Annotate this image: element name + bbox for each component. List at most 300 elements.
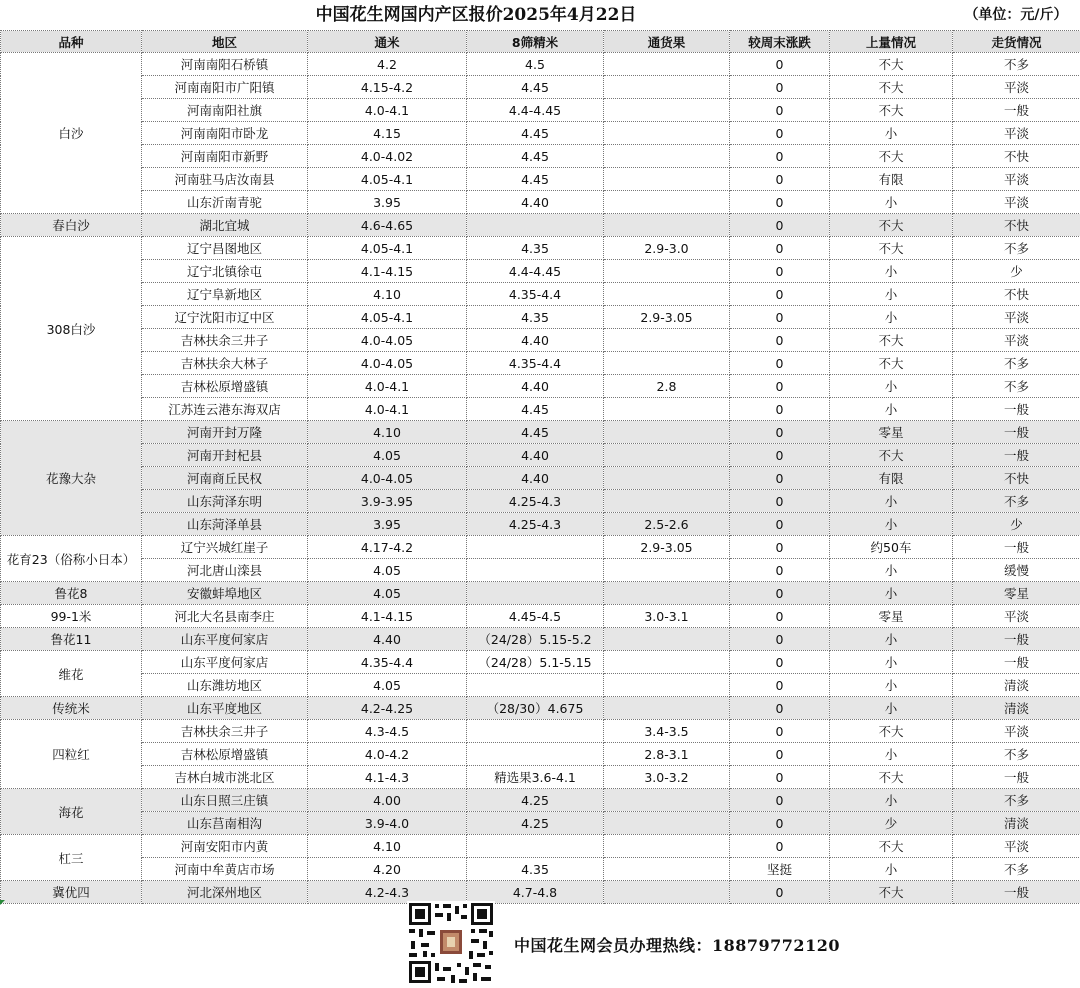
cell-supply: 小 (830, 283, 953, 306)
table-row (1, 720, 1080, 743)
cell-tongmi: 4.3-4.5 (308, 720, 467, 743)
cell-sales: 平淡 (953, 835, 1080, 858)
cell-jingmi: 4.45 (467, 122, 604, 145)
cell-supply: 小 (830, 398, 953, 421)
cell-jingmi (467, 536, 604, 559)
cell-change: 0 (730, 605, 830, 628)
cell-change: 0 (730, 168, 830, 191)
cell-region: 辽宁阜新地区 (142, 283, 308, 306)
header-jingmi: 8筛精米 (467, 31, 604, 53)
cell-sales: 一般 (953, 421, 1080, 444)
cell-tongguo (604, 697, 730, 720)
cell-jingmi (467, 835, 604, 858)
cell-jingmi: 4.45 (467, 76, 604, 99)
cell-jingmi (467, 674, 604, 697)
cell-variety: 鲁花11 (1, 628, 142, 651)
cell-tongmi: 4.17-4.2 (308, 536, 467, 559)
cell-sales: 零星 (953, 582, 1080, 605)
header-tongmi: 通米 (308, 31, 467, 53)
cell-region: 河南中牟黄店市场 (142, 858, 308, 881)
cell-supply: 小 (830, 306, 953, 329)
cell-variety: 传统米 (1, 697, 142, 720)
table-row (1, 329, 1080, 352)
cell-region: 安徽蚌埠地区 (142, 582, 308, 605)
title-bar (0, 0, 1080, 30)
cell-jingmi: 4.45 (467, 145, 604, 168)
cell-jingmi: 4.35-4.4 (467, 352, 604, 375)
cell-supply: 约50车 (830, 536, 953, 559)
cell-tongmi: 4.1-4.15 (308, 260, 467, 283)
table-body (1, 53, 1080, 904)
cell-sales: 不快 (953, 467, 1080, 490)
table-row (1, 283, 1080, 306)
table-row (1, 421, 1080, 444)
cell-change: 0 (730, 881, 830, 904)
cell-sales: 一般 (953, 651, 1080, 674)
cell-supply: 小 (830, 789, 953, 812)
cell-tongguo (604, 214, 730, 237)
cell-region: 山东菏泽单县 (142, 513, 308, 536)
cell-supply: 零星 (830, 605, 953, 628)
corner-marker (0, 900, 5, 905)
cell-tongguo (604, 352, 730, 375)
cell-sales: 平淡 (953, 605, 1080, 628)
cell-region: 河南南阳市新野 (142, 145, 308, 168)
cell-supply: 小 (830, 375, 953, 398)
cell-jingmi: （24/28）5.1-5.15 (467, 651, 604, 674)
table-row (1, 398, 1080, 421)
cell-jingmi: 4.35 (467, 237, 604, 260)
cell-region: 辽宁昌图地区 (142, 237, 308, 260)
cell-jingmi: 4.25 (467, 789, 604, 812)
cell-tongmi: 4.40 (308, 628, 467, 651)
cell-tongmi: 4.35-4.4 (308, 651, 467, 674)
cell-sales: 一般 (953, 398, 1080, 421)
cell-supply: 少 (830, 812, 953, 835)
cell-sales: 不快 (953, 214, 1080, 237)
cell-tongmi: 4.0-4.05 (308, 352, 467, 375)
cell-tongguo (604, 628, 730, 651)
cell-supply: 不大 (830, 99, 953, 122)
cell-jingmi: 4.40 (467, 444, 604, 467)
cell-region: 山东日照三庄镇 (142, 789, 308, 812)
table-row (1, 306, 1080, 329)
cell-supply: 小 (830, 628, 953, 651)
cell-change: 0 (730, 145, 830, 168)
cell-change: 0 (730, 697, 830, 720)
cell-tongguo (604, 99, 730, 122)
table-row (1, 697, 1080, 720)
cell-supply: 不大 (830, 76, 953, 99)
header-change: 较周末涨跌 (730, 31, 830, 53)
cell-region: 辽宁兴城红崖子 (142, 536, 308, 559)
table-row (1, 582, 1080, 605)
cell-sales: 不多 (953, 743, 1080, 766)
table-row (1, 444, 1080, 467)
cell-jingmi: 4.35 (467, 306, 604, 329)
cell-tongmi: 3.95 (308, 513, 467, 536)
cell-jingmi: 4.7-4.8 (467, 881, 604, 904)
table-row (1, 76, 1080, 99)
cell-variety: 春白沙 (1, 214, 142, 237)
cell-sales: 缓慢 (953, 559, 1080, 582)
cell-tongguo (604, 398, 730, 421)
sheet-title: 中国花生网国内产区报价2025年4月22日 (315, 5, 637, 25)
table-row (1, 168, 1080, 191)
cell-tongmi: 4.0-4.1 (308, 375, 467, 398)
cell-tongmi: 4.1-4.3 (308, 766, 467, 789)
header-row (1, 31, 1080, 53)
cell-sales: 不多 (953, 53, 1080, 76)
table-row (1, 674, 1080, 697)
cell-region: 江苏连云港东海双店 (142, 398, 308, 421)
cell-tongmi: 4.05-4.1 (308, 306, 467, 329)
cell-tongguo: 2.9-3.05 (604, 306, 730, 329)
cell-sales: 平淡 (953, 191, 1080, 214)
cell-sales: 平淡 (953, 329, 1080, 352)
cell-tongmi: 3.95 (308, 191, 467, 214)
cell-supply: 零星 (830, 421, 953, 444)
cell-tongguo (604, 467, 730, 490)
cell-sales: 不多 (953, 352, 1080, 375)
cell-change: 0 (730, 375, 830, 398)
cell-variety: 花豫大杂 (1, 421, 142, 536)
table-row (1, 812, 1080, 835)
cell-region: 河北唐山滦县 (142, 559, 308, 582)
cell-supply: 不大 (830, 444, 953, 467)
cell-sales: 一般 (953, 628, 1080, 651)
cell-sales: 清淡 (953, 697, 1080, 720)
table-row (1, 260, 1080, 283)
cell-sales: 平淡 (953, 76, 1080, 99)
cell-change: 0 (730, 467, 830, 490)
table-row (1, 789, 1080, 812)
cell-supply: 不大 (830, 352, 953, 375)
cell-region: 吉林松原增盛镇 (142, 743, 308, 766)
cell-tongguo: 2.8-3.1 (604, 743, 730, 766)
cell-change: 0 (730, 559, 830, 582)
cell-change: 0 (730, 352, 830, 375)
cell-tongguo (604, 191, 730, 214)
cell-tongguo (604, 858, 730, 881)
cell-sales: 一般 (953, 766, 1080, 789)
cell-jingmi (467, 582, 604, 605)
cell-change: 0 (730, 421, 830, 444)
cell-jingmi: 4.45-4.5 (467, 605, 604, 628)
cell-tongguo (604, 674, 730, 697)
cell-sales: 不多 (953, 490, 1080, 513)
cell-supply: 小 (830, 858, 953, 881)
cell-region: 山东平度何家店 (142, 651, 308, 674)
cell-jingmi: 4.5 (467, 53, 604, 76)
cell-region: 河南南阳石桥镇 (142, 53, 308, 76)
cell-change: 坚挺 (730, 858, 830, 881)
hotline-text: 中国花生网会员办理热线：18879772120 (514, 936, 840, 955)
cell-region: 湖北宜城 (142, 214, 308, 237)
cell-jingmi (467, 214, 604, 237)
cell-change: 0 (730, 743, 830, 766)
table-row (1, 513, 1080, 536)
cell-supply: 小 (830, 513, 953, 536)
table-row (1, 651, 1080, 674)
cell-change: 0 (730, 329, 830, 352)
cell-tongguo (604, 812, 730, 835)
cell-tongmi: 4.05 (308, 674, 467, 697)
cell-tongmi: 4.2 (308, 53, 467, 76)
cell-change: 0 (730, 789, 830, 812)
cell-jingmi: 4.35 (467, 858, 604, 881)
qr-code-icon (407, 901, 495, 985)
cell-supply: 不大 (830, 214, 953, 237)
cell-change: 0 (730, 513, 830, 536)
cell-tongmi: 4.10 (308, 283, 467, 306)
table-row (1, 53, 1080, 76)
cell-change: 0 (730, 53, 830, 76)
table-row (1, 605, 1080, 628)
cell-tongguo (604, 651, 730, 674)
cell-tongmi: 4.0-4.1 (308, 99, 467, 122)
cell-tongguo: 2.5-2.6 (604, 513, 730, 536)
cell-tongguo (604, 329, 730, 352)
table-row (1, 467, 1080, 490)
cell-tongguo: 3.4-3.5 (604, 720, 730, 743)
cell-supply: 小 (830, 260, 953, 283)
header-tongguo: 通货果 (604, 31, 730, 53)
cell-region: 河北大名县南李庄 (142, 605, 308, 628)
cell-supply: 不大 (830, 53, 953, 76)
cell-tongguo: 2.8 (604, 375, 730, 398)
cell-jingmi: 4.4-4.45 (467, 99, 604, 122)
cell-tongguo (604, 559, 730, 582)
cell-jingmi: 4.25-4.3 (467, 513, 604, 536)
cell-tongmi: 4.20 (308, 858, 467, 881)
cell-variety: 海花 (1, 789, 142, 835)
cell-region: 河南商丘民权 (142, 467, 308, 490)
cell-tongmi: 4.05 (308, 444, 467, 467)
cell-supply: 不大 (830, 835, 953, 858)
cell-tongguo (604, 421, 730, 444)
unit-label: （单位：元/斤） (964, 7, 1068, 23)
cell-supply: 有限 (830, 467, 953, 490)
cell-variety: 杠三 (1, 835, 142, 881)
cell-tongmi: 3.9-3.95 (308, 490, 467, 513)
table-row (1, 536, 1080, 559)
cell-tongguo: 3.0-3.1 (604, 605, 730, 628)
cell-supply: 小 (830, 559, 953, 582)
cell-sales: 少 (953, 513, 1080, 536)
cell-change: 0 (730, 766, 830, 789)
cell-region: 山东沂南青驼 (142, 191, 308, 214)
header-supply: 上量情况 (830, 31, 953, 53)
cell-jingmi: 4.25 (467, 812, 604, 835)
cell-region: 吉林松原增盛镇 (142, 375, 308, 398)
cell-region: 辽宁沈阳市辽中区 (142, 306, 308, 329)
cell-tongmi: 4.1-4.15 (308, 605, 467, 628)
cell-tongmi: 4.05-4.1 (308, 168, 467, 191)
cell-variety: 冀优四 (1, 881, 142, 904)
cell-jingmi: 4.40 (467, 329, 604, 352)
cell-change: 0 (730, 444, 830, 467)
cell-variety: 鲁花8 (1, 582, 142, 605)
cell-region: 山东平度何家店 (142, 628, 308, 651)
cell-tongmi: 4.0-4.1 (308, 398, 467, 421)
cell-region: 吉林扶余三井子 (142, 329, 308, 352)
cell-supply: 小 (830, 582, 953, 605)
cell-region: 吉林白城市洮北区 (142, 766, 308, 789)
header-sales: 走货情况 (953, 31, 1080, 53)
cell-tongmi: 4.6-4.65 (308, 214, 467, 237)
cell-region: 河北深州地区 (142, 881, 308, 904)
cell-sales: 不快 (953, 283, 1080, 306)
cell-jingmi: 4.40 (467, 191, 604, 214)
cell-sales: 一般 (953, 444, 1080, 467)
cell-tongguo (604, 122, 730, 145)
cell-region: 河南开封万隆 (142, 421, 308, 444)
table-row (1, 237, 1080, 260)
cell-sales: 平淡 (953, 168, 1080, 191)
cell-tongguo: 2.9-3.0 (604, 237, 730, 260)
cell-change: 0 (730, 674, 830, 697)
cell-tongmi: 4.0-4.05 (308, 467, 467, 490)
cell-change: 0 (730, 582, 830, 605)
header-region: 地区 (142, 31, 308, 53)
cell-tongmi: 4.10 (308, 835, 467, 858)
cell-tongmi: 4.15 (308, 122, 467, 145)
cell-tongguo: 2.9-3.05 (604, 536, 730, 559)
cell-change: 0 (730, 651, 830, 674)
cell-sales: 不多 (953, 789, 1080, 812)
cell-region: 河南南阳市广阳镇 (142, 76, 308, 99)
table-row (1, 490, 1080, 513)
cell-supply: 小 (830, 191, 953, 214)
cell-change: 0 (730, 122, 830, 145)
table-row (1, 858, 1080, 881)
cell-tongmi: 4.2-4.3 (308, 881, 467, 904)
cell-region: 河南安阳市内黄 (142, 835, 308, 858)
table-row (1, 559, 1080, 582)
cell-change: 0 (730, 812, 830, 835)
cell-jingmi: 4.35-4.4 (467, 283, 604, 306)
cell-change: 0 (730, 536, 830, 559)
cell-sales: 平淡 (953, 122, 1080, 145)
table-row (1, 352, 1080, 375)
cell-supply: 小 (830, 490, 953, 513)
cell-tongguo (604, 582, 730, 605)
cell-tongguo (604, 168, 730, 191)
cell-sales: 清淡 (953, 812, 1080, 835)
cell-supply: 有限 (830, 168, 953, 191)
cell-change: 0 (730, 260, 830, 283)
cell-supply: 不大 (830, 766, 953, 789)
cell-change: 0 (730, 306, 830, 329)
cell-sales: 不多 (953, 858, 1080, 881)
table-row (1, 835, 1080, 858)
table-row (1, 122, 1080, 145)
cell-tongmi: 4.00 (308, 789, 467, 812)
cell-change: 0 (730, 283, 830, 306)
cell-sales: 一般 (953, 99, 1080, 122)
cell-supply: 不大 (830, 329, 953, 352)
cell-jingmi: 4.40 (467, 375, 604, 398)
cell-tongmi: 4.0-4.02 (308, 145, 467, 168)
table-row (1, 628, 1080, 651)
cell-variety: 四粒红 (1, 720, 142, 789)
table-row (1, 145, 1080, 168)
price-table (0, 30, 1080, 904)
cell-region: 辽宁北镇徐屯 (142, 260, 308, 283)
cell-region: 河南驻马店汝南县 (142, 168, 308, 191)
cell-jingmi: 4.45 (467, 398, 604, 421)
cell-change: 0 (730, 628, 830, 651)
cell-tongmi: 4.0-4.2 (308, 743, 467, 766)
cell-supply: 不大 (830, 237, 953, 260)
cell-change: 0 (730, 237, 830, 260)
cell-sales: 不多 (953, 237, 1080, 260)
cell-tongmi: 4.05-4.1 (308, 237, 467, 260)
table-row (1, 375, 1080, 398)
cell-change: 0 (730, 398, 830, 421)
cell-sales: 不快 (953, 145, 1080, 168)
cell-jingmi: 4.40 (467, 467, 604, 490)
cell-jingmi (467, 743, 604, 766)
cell-tongmi: 4.05 (308, 559, 467, 582)
cell-sales: 少 (953, 260, 1080, 283)
cell-tongmi: 4.2-4.25 (308, 697, 467, 720)
cell-tongguo: 3.0-3.2 (604, 766, 730, 789)
cell-variety: 白沙 (1, 53, 142, 214)
cell-region: 河南开封杞县 (142, 444, 308, 467)
cell-region: 山东莒南相沟 (142, 812, 308, 835)
cell-change: 0 (730, 490, 830, 513)
cell-sales: 不多 (953, 375, 1080, 398)
cell-jingmi: 4.4-4.45 (467, 260, 604, 283)
cell-region: 吉林扶余大林子 (142, 352, 308, 375)
cell-variety: 99-1米 (1, 605, 142, 628)
cell-tongmi: 4.0-4.05 (308, 329, 467, 352)
cell-jingmi: 4.25-4.3 (467, 490, 604, 513)
cell-change: 0 (730, 835, 830, 858)
cell-tongguo (604, 53, 730, 76)
cell-region: 山东平度地区 (142, 697, 308, 720)
cell-tongguo (604, 76, 730, 99)
cell-change: 0 (730, 76, 830, 99)
cell-jingmi: （24/28）5.15-5.2 (467, 628, 604, 651)
cell-tongguo (604, 444, 730, 467)
cell-jingmi (467, 720, 604, 743)
table-row (1, 191, 1080, 214)
cell-region: 山东潍坊地区 (142, 674, 308, 697)
cell-tongmi: 4.15-4.2 (308, 76, 467, 99)
cell-variety: 308白沙 (1, 237, 142, 421)
cell-supply: 小 (830, 651, 953, 674)
header-variety: 品种 (1, 31, 142, 53)
cell-variety: 花育23（俗称小日本） (1, 536, 142, 582)
cell-supply: 小 (830, 122, 953, 145)
cell-jingmi: 4.45 (467, 168, 604, 191)
cell-tongguo (604, 789, 730, 812)
cell-supply: 小 (830, 743, 953, 766)
cell-change: 0 (730, 191, 830, 214)
cell-tongmi: 3.9-4.0 (308, 812, 467, 835)
cell-change: 0 (730, 720, 830, 743)
cell-region: 河南南阳社旗 (142, 99, 308, 122)
cell-jingmi (467, 559, 604, 582)
cell-region: 吉林扶余三井子 (142, 720, 308, 743)
cell-sales: 清淡 (953, 674, 1080, 697)
cell-sales: 平淡 (953, 306, 1080, 329)
cell-variety: 维花 (1, 651, 142, 697)
cell-tongmi: 4.05 (308, 582, 467, 605)
